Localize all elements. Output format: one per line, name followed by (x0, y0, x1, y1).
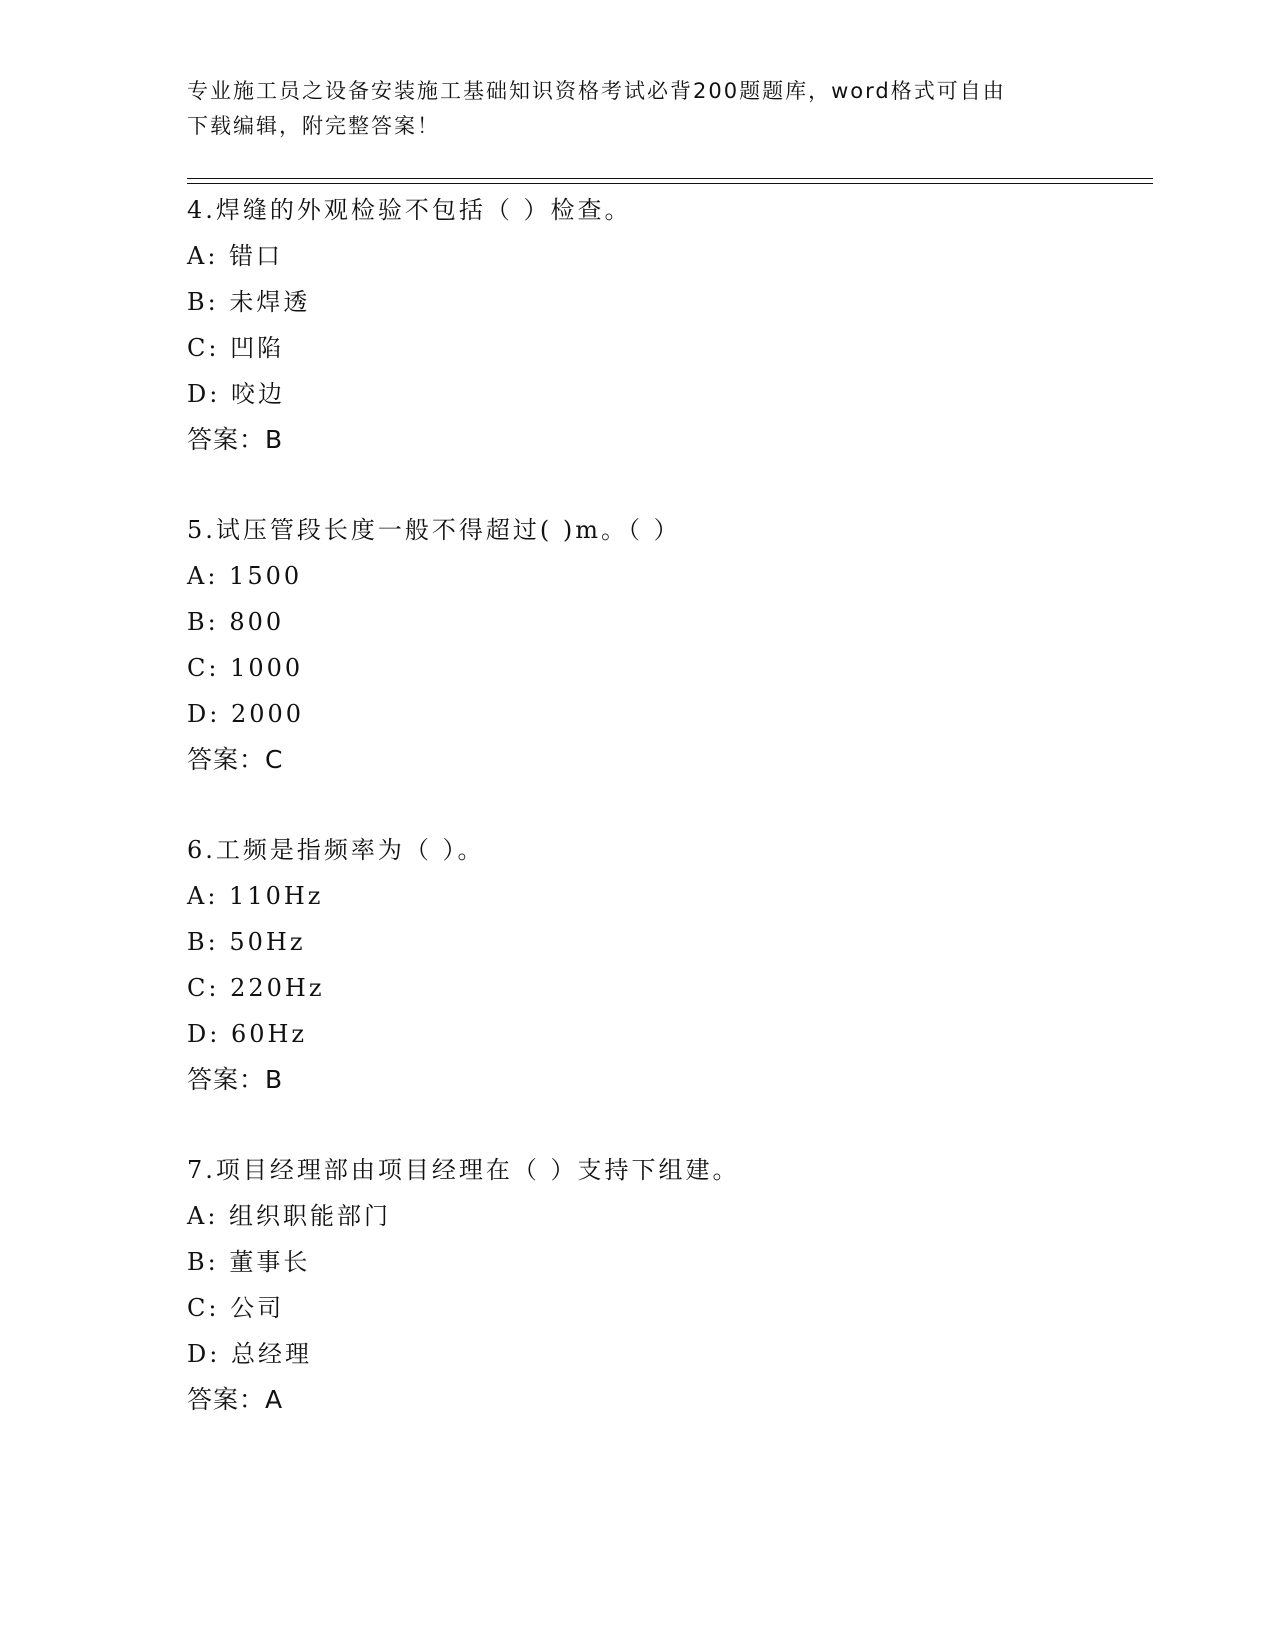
question-stem: 6.工频是指频率为（ ）。 (187, 836, 485, 864)
question-block (187, 507, 1147, 783)
question-stem: 5.试压管段长度一般不得超过( )m。（ ） (187, 516, 681, 544)
question-block (187, 827, 1147, 1103)
option-a: A: 组织职能部门 (187, 1202, 392, 1230)
question-block (187, 187, 1147, 463)
option-c: C: 1000 (187, 654, 304, 682)
question-stem: 7.项目经理部由项目经理在（ ）支持下组建。 (187, 1156, 740, 1184)
answer-line: 答案：B (187, 425, 284, 454)
header-divider-bottom (187, 183, 1153, 184)
answer-line: 答案：B (187, 1065, 284, 1094)
header-divider-top (187, 178, 1153, 179)
question-block (187, 1147, 1147, 1423)
option-b: B: 50Hz (187, 928, 306, 956)
option-b: B: 800 (187, 608, 285, 636)
answer-line: 答案：A (187, 1385, 284, 1414)
document-header (187, 74, 1087, 144)
option-b: B: 未焊透 (187, 288, 311, 316)
document-title-line-2: 下载编辑，附完整答案！ (187, 114, 440, 138)
option-d: D: 总经理 (187, 1340, 312, 1368)
option-a: A: 110Hz (187, 882, 324, 910)
option-c: C: 公司 (187, 1294, 285, 1322)
document-title-line-1: 专业施工员之设备安装施工基础知识资格考试必背200题题库，word格式可自由 (187, 79, 1006, 103)
option-d: D: 2000 (187, 700, 305, 728)
option-b: B: 董事长 (187, 1248, 311, 1276)
option-c: C: 220Hz (187, 974, 325, 1002)
option-c: C: 凹陷 (187, 334, 285, 362)
answer-line: 答案：C (187, 745, 284, 774)
option-d: D: 咬边 (187, 380, 285, 408)
option-a: A: 错口 (187, 242, 284, 270)
option-a: A: 1500 (187, 562, 303, 590)
option-d: D: 60Hz (187, 1020, 308, 1048)
question-stem: 4.焊缝的外观检验不包括（ ）检查。 (187, 196, 632, 224)
